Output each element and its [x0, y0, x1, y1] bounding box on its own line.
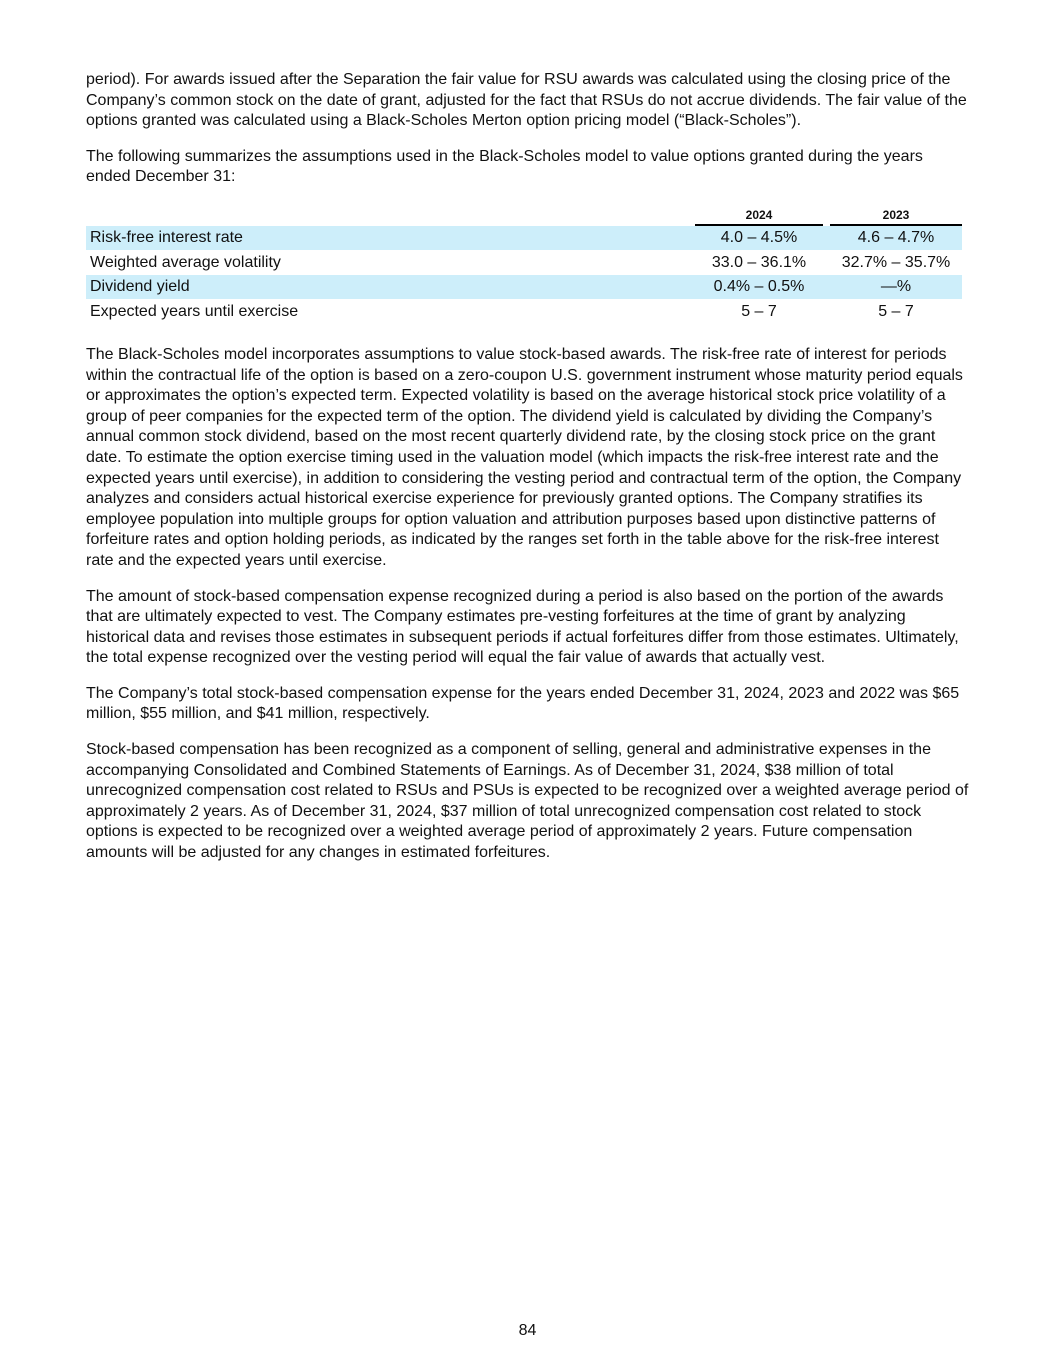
black-scholes-assumptions-table	[86, 208, 962, 324]
document-page	[86, 70, 970, 879]
unrecognized-cost-paragraph: Stock-based compensation has been recognized as a component of selling, general and administrative expenses in the accompanying Consolidated and Combined Statements of Earnings. As of December 31, 2024, $38 million of total unrecognized compensation cost related to RSUs and PSUs is expected to be recognized over a weighted average period of approximately 2 years. As of December 31, 2024, $37 million of total unrecognized compensation cost related to stock options is expected to be recognized over a weighted average period of approximately 2 years. Future compensation amounts will be adjusted for any changes in estimated forfeitures.	[86, 741, 969, 862]
row-label: Weighted average volatility	[90, 253, 281, 271]
page-number: 84	[518, 1322, 537, 1339]
row-label: Dividend yield	[86, 275, 695, 300]
value-2024: 4.0 – 4.5%	[695, 226, 823, 251]
header-year-2024: 2024	[695, 208, 823, 226]
value-2023: 5 – 7	[878, 302, 914, 320]
value-2023: 4.6 – 4.7%	[830, 226, 962, 251]
table-header-row	[86, 208, 962, 226]
row-label: Expected years until exercise	[90, 302, 299, 320]
value-2024: 5 – 7	[741, 302, 777, 320]
assumptions-table-wrapper	[86, 208, 962, 324]
table-row	[86, 226, 962, 251]
table-row	[86, 299, 962, 324]
header-label-cell	[86, 208, 695, 226]
intro-paragraph-2: The following summarizes the assumptions used in the Black-Scholes model to value options granted during the years ended December 31:	[86, 147, 923, 186]
value-2023: 32.7% – 35.7%	[841, 253, 951, 271]
expense-recognition-paragraph: The amount of stock-based compensation expense recognized during a period is also based on the portion of the awards that are ultimately expected to vest. The Company estimates pre-vesting forfeitures at the time of grant by analyzing historical data and revises those estimates in subsequent periods if actual forfeitures differ from those estimates. Ultimately, the total expense recognized over the vesting period will equal the fair value of awards that actually vest.	[86, 587, 959, 667]
row-label: Risk-free interest rate	[86, 226, 695, 251]
value-2024: 33.0 – 36.1%	[711, 253, 807, 271]
intro-paragraph-1: period). For awards issued after the Separation the fair value for RSU awards was calculated using the closing price of the Company’s common stock on the date of grant, adjusted for the fact that RSUs do not accrue dividends. The fair value of the options granted was calculated using a Black-Scholes Merton option pricing model (“Black-Scholes”).	[86, 71, 967, 130]
table-row	[86, 275, 962, 300]
black-scholes-paragraph: The Black-Scholes model incorporates assumptions to value stock-based awards. The risk-free rate of interest for periods within the contractual life of the option is based on a zero-coupon U.S. government instrument whose maturity period equals or approximates the option’s expected term. Expected volatility is based on the average historical stock price volatility of a group of peer companies for the expected term of the option. The dividend yield is calculated by dividing the Company’s annual common stock dividend, based on the most recent quarterly dividend rate, by the closing stock price on the grant date. To estimate the option exercise timing used in the valuation model (which impacts the risk-free interest rate and the expected years until exercise), in addition to considering the vesting period and contractual term of the option, the Company analyzes and considers actual historical exercise experience for previously granted options. The Company stratifies its employee population into multiple groups for option valuation and attribution purposes based upon distinctive patterns of forfeiture rates and option holding periods, as indicated by the ranges set forth in the table above for the risk-free interest rate and the expected years until exercise.	[86, 345, 963, 569]
table-row	[86, 250, 962, 275]
value-2024: 0.4% – 0.5%	[695, 275, 823, 300]
header-year-2023: 2023	[830, 208, 962, 226]
total-expense-paragraph: The Company’s total stock-based compensation expense for the years ended December 31, 2024, 2023 and 2022 was $65 million, $55 million, and $41 million, respectively.	[86, 684, 960, 723]
value-2023: —%	[830, 275, 962, 300]
